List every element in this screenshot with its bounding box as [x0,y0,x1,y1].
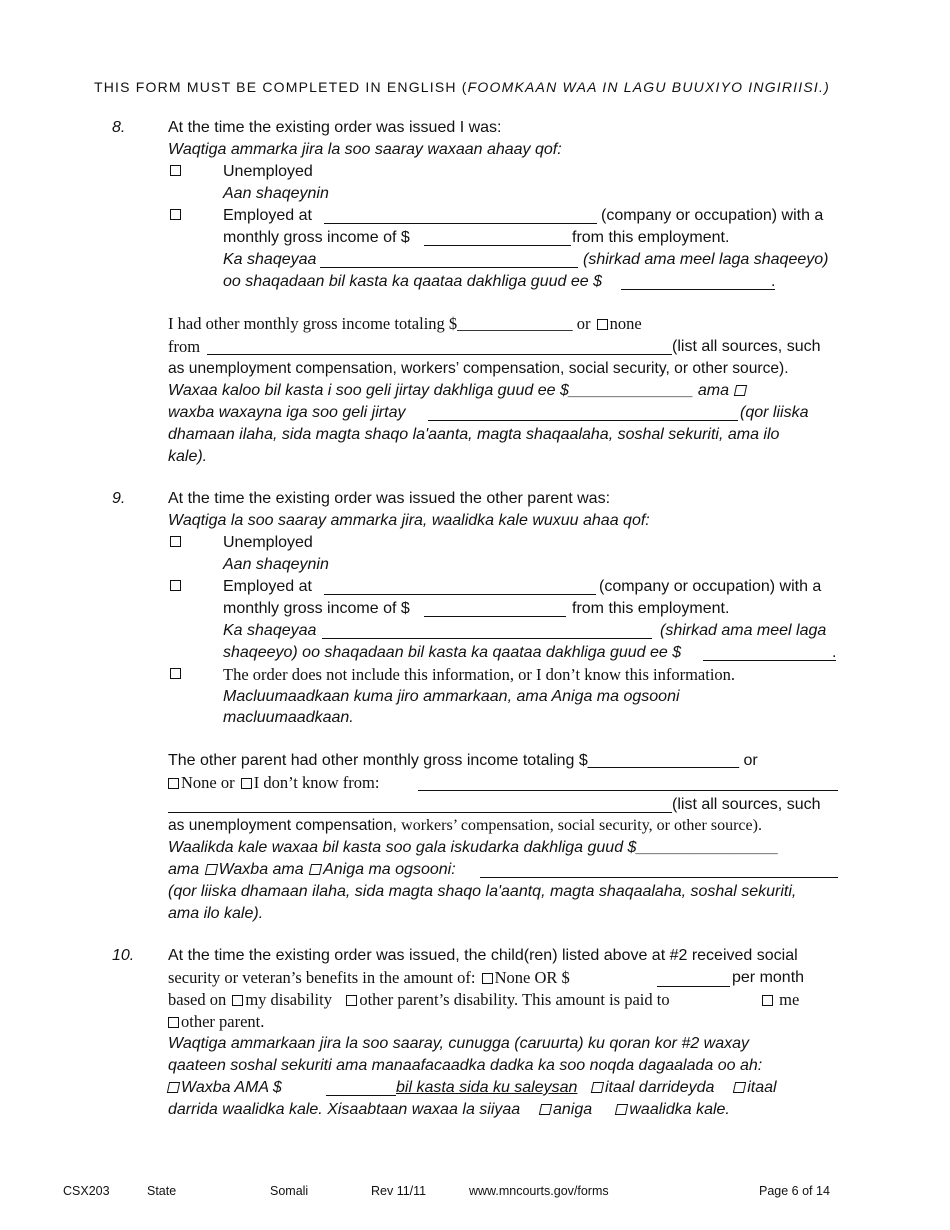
q9-income-so-field[interactable] [703,660,836,661]
q9-question-so: Waqtiga la soo saaray ammarka jira, waalidka kale wuxuu ahaa qof: [168,512,650,529]
q10-darrida-row [168,1100,730,1120]
q10-me-option [762,990,799,1010]
q8-waxba: waxba waxayna iga soo geli jirtay [168,404,406,421]
q9-none-checkbox[interactable] [168,778,179,789]
q10-so-waxba-label: Waxba AMA $ [181,1079,282,1096]
q8-ama-checkbox[interactable] [734,385,747,396]
footer-state: State [147,1184,177,1198]
q9-as-unemployment-b: workers’ compensation, social security, or other source). [401,817,762,834]
q10-amount-field[interactable] [657,986,730,987]
q8-unemployed-so: Aan shaqeynin [223,185,329,202]
q9-no-info-en: The order does not include this information, or I don’t know this information. [223,665,736,684]
q9-no-info-so2: macluumaadkaan. [223,709,354,726]
q10-security-text: security or veteran’s benefits in the amount of: [168,968,476,987]
q8-from-employment: from this employment. [572,229,730,246]
q9-income-field[interactable] [424,616,566,617]
q8-employed-label: Employed at [223,207,312,224]
q10-other-disability-checkbox[interactable] [346,995,357,1006]
q10-number: 10. [112,947,135,964]
q9-source-field-2[interactable] [168,812,672,813]
footer-language: Somali [270,1184,309,1198]
header-somali: FOOMKAAN WAA IN LAGU BUUXIYO INGIRIISI.) [467,79,830,95]
q9-aniga-checkbox[interactable] [309,864,322,875]
q9-ama-row [168,860,456,880]
q8-none-checkbox[interactable] [597,319,608,330]
q9-list-sources: (list all sources, such [672,796,821,813]
q8-qor-liiska: (qor liiska [740,404,809,421]
q8-other-income-text: I had other monthly gross income totaling $______________ or [168,314,591,333]
q10-itaal1-checkbox[interactable] [591,1082,604,1093]
q8-company-suffix: (company or occupation) with a [601,207,824,224]
q8-none-label: none [609,314,642,333]
q8-shirkad: (shirkad ama meel laga shaqeeyo) [583,251,829,268]
q9-ama-label: ama [168,861,200,878]
q10-so-line1: Waqtiga ammarkaan jira la soo saaray, cunugga (caruurta) ku qoran kor #2 waxay [168,1035,750,1052]
header-english: THIS FORM MUST BE COMPLETED IN ENGLISH ( [94,79,468,95]
q9-question-en: At the time the existing order was issued the other parent was: [168,490,611,507]
q8-dhamaan: dhamaan ilaha, sida magta shaqo la'aanta, magta shaqaalaha, soshal sekuriti, ama ilo [168,426,780,443]
q9-source-so-field[interactable] [480,877,838,878]
q9-source-field-1[interactable] [418,790,838,791]
q9-no-info-so1: Macluumaadkaan kuma jiro ammarkaan, ama Aniga ma ogsooni [223,688,680,705]
q10-so-amount-field[interactable] [326,1095,396,1096]
q9-waxba-checkbox[interactable] [204,864,217,875]
q8-employer-field[interactable] [324,223,597,224]
q10-other-parent-row [168,1012,264,1032]
q9-as-unemployment-a: as unemployment compensation, [168,817,402,834]
q8-income-field[interactable] [424,245,571,246]
q10-me-label: me [779,990,800,1009]
q9-unemployed-checkbox[interactable] [170,536,181,547]
q9-other-parent-income: The other parent had other monthly gross income totaling $_________________ or [168,752,758,769]
q9-number: 9. [112,490,126,507]
q9-waxba-label: Waxba ama [218,861,304,878]
q8-income-so-field[interactable] [621,289,775,290]
q9-monthly-income-label: monthly gross income of $ [223,600,410,617]
q10-so-waxba-row [168,1078,282,1098]
q9-none-or-label: None or [181,773,235,792]
q8-employer-so-field[interactable] [320,267,578,268]
q9-ka-shaqeyaa: Ka shaqeyaa [223,622,317,639]
q8-kale: kale). [168,448,208,465]
q10-itaal-row [590,1078,777,1098]
q8-monthly-income-label: monthly gross income of $ [223,229,410,246]
q9-dont-know-checkbox[interactable] [241,778,252,789]
q10-none-or-label: None OR $ [494,968,570,987]
q10-waalidka-checkbox[interactable] [615,1104,628,1115]
form-header [94,77,830,97]
q8-other-income [168,314,642,334]
q9-shaqeeyo: shaqeeyo) oo shaqadaan bil kasta ka qaataa dakhliga guud ee $ [223,644,682,661]
q9-waalikda: Waalikda kale waxaa bil kasta soo gala iskudarka dakhliga guud $________________ [168,839,779,856]
q8-as-unemployment: as unemployment compensation, workers’ compensation, social security, or other source). [168,360,789,377]
q9-employer-so-field[interactable] [322,638,652,639]
q8-number: 8. [112,119,126,136]
q10-per-month: per month [732,969,805,986]
q10-darrida-text: darrida waalidka kale. Xisaabtaan waxaa la siiyaa [168,1101,521,1118]
q9-employed-checkbox[interactable] [170,580,181,591]
q10-so-line2: qaateen soshal sekuriti ama manaafacaadka dadka ka soo noqda dagaalada oo ah: [168,1057,763,1074]
q9-dont-know-label: I don’t know from: [253,773,380,792]
q8-list-sources: (list all sources, such [672,338,821,355]
footer-page: Page 6 of 14 [759,1184,830,1198]
q8-other-source-field[interactable] [207,354,672,355]
q10-other-disability-label: other parent’s disability. This amount is paid to [359,990,670,1009]
q9-period: . [832,644,837,661]
q10-aniga-label: aniga [552,1101,593,1118]
q10-other-parent-label: other parent. [181,1012,265,1031]
q9-employer-field[interactable] [324,594,596,595]
q9-company-suffix: (company or occupation) with a [599,578,822,595]
q8-oo-shaqadaan: oo shaqadaan bil kasta ka qaataa dakhliga guud ee $ [223,273,602,290]
q8-waxaa-kaloo [168,381,748,401]
q10-my-disability-checkbox[interactable] [232,995,243,1006]
footer-rev: Rev 11/11 [371,1184,427,1198]
q9-employed-label: Employed at [223,578,312,595]
q9-none-or-row [168,773,379,793]
q8-waxaa-kaloo-text: Waxaa kaloo bil kasta i soo geli jirtay dakhliga guud ee $______________ ama [168,382,729,399]
q10-line1: At the time the existing order was issued, the child(ren) listed above at #2 received social [168,947,798,964]
q10-itaal2-checkbox[interactable] [733,1082,746,1093]
footer-code: CSX203 [63,1184,110,1198]
q8-unemployed-label: Unemployed [223,163,313,180]
q8-from-label: from [168,337,201,356]
q10-so-waxba-checkbox[interactable] [167,1082,180,1093]
q9-as-unemployment [168,816,762,836]
q10-aniga-checkbox[interactable] [539,1104,552,1115]
q9-unemployed-so: Aan shaqeynin [223,556,329,573]
q9-qor-liiska: (qor liiska dhamaan ilaha, sida magta shaqo la'aantq, magta shaqaalaha, soshal sekuriti, [168,883,797,900]
q8-unemployed-checkbox[interactable] [170,165,181,176]
q10-security-row [168,968,570,988]
q9-from-employment: from this employment. [572,600,730,617]
q9-no-info-checkbox[interactable] [170,668,181,679]
q10-my-disability-label: my disability [245,990,332,1009]
q10-none-checkbox[interactable] [482,973,493,984]
q9-ama-ilo: ama ilo kale). [168,905,264,922]
footer-url[interactable]: www.mncourts.gov/forms [469,1184,609,1198]
q10-itaal1-label: itaal darrideyda [605,1079,715,1096]
q10-bil-kasta: bil kasta sida ku saleysan [396,1079,578,1096]
q8-source-so-field[interactable] [428,420,738,421]
q9-aniga-label: Aniga ma ogsooni: [323,861,456,878]
q10-waalidka-label: waalidka kale. [629,1101,730,1118]
q10-me-checkbox[interactable] [762,995,773,1006]
q8-question-so: Waqtiga ammarka jira la soo saaray waxaan ahaay qof: [168,141,562,158]
q10-itaal2-label: itaal [747,1079,777,1096]
q10-based-on-row [168,990,670,1010]
q8-employed-checkbox[interactable] [170,209,181,220]
q9-unemployed-label: Unemployed [223,534,313,551]
q8-ka-shaqeyaa: Ka shaqeyaa [223,251,317,268]
q9-shirkad: (shirkad ama meel laga [660,622,827,639]
q8-period: . [771,273,776,290]
q10-based-on-label: based on [168,990,227,1009]
q8-question-en: At the time the existing order was issued I was: [168,119,502,136]
q10-other-parent-checkbox[interactable] [168,1017,179,1028]
